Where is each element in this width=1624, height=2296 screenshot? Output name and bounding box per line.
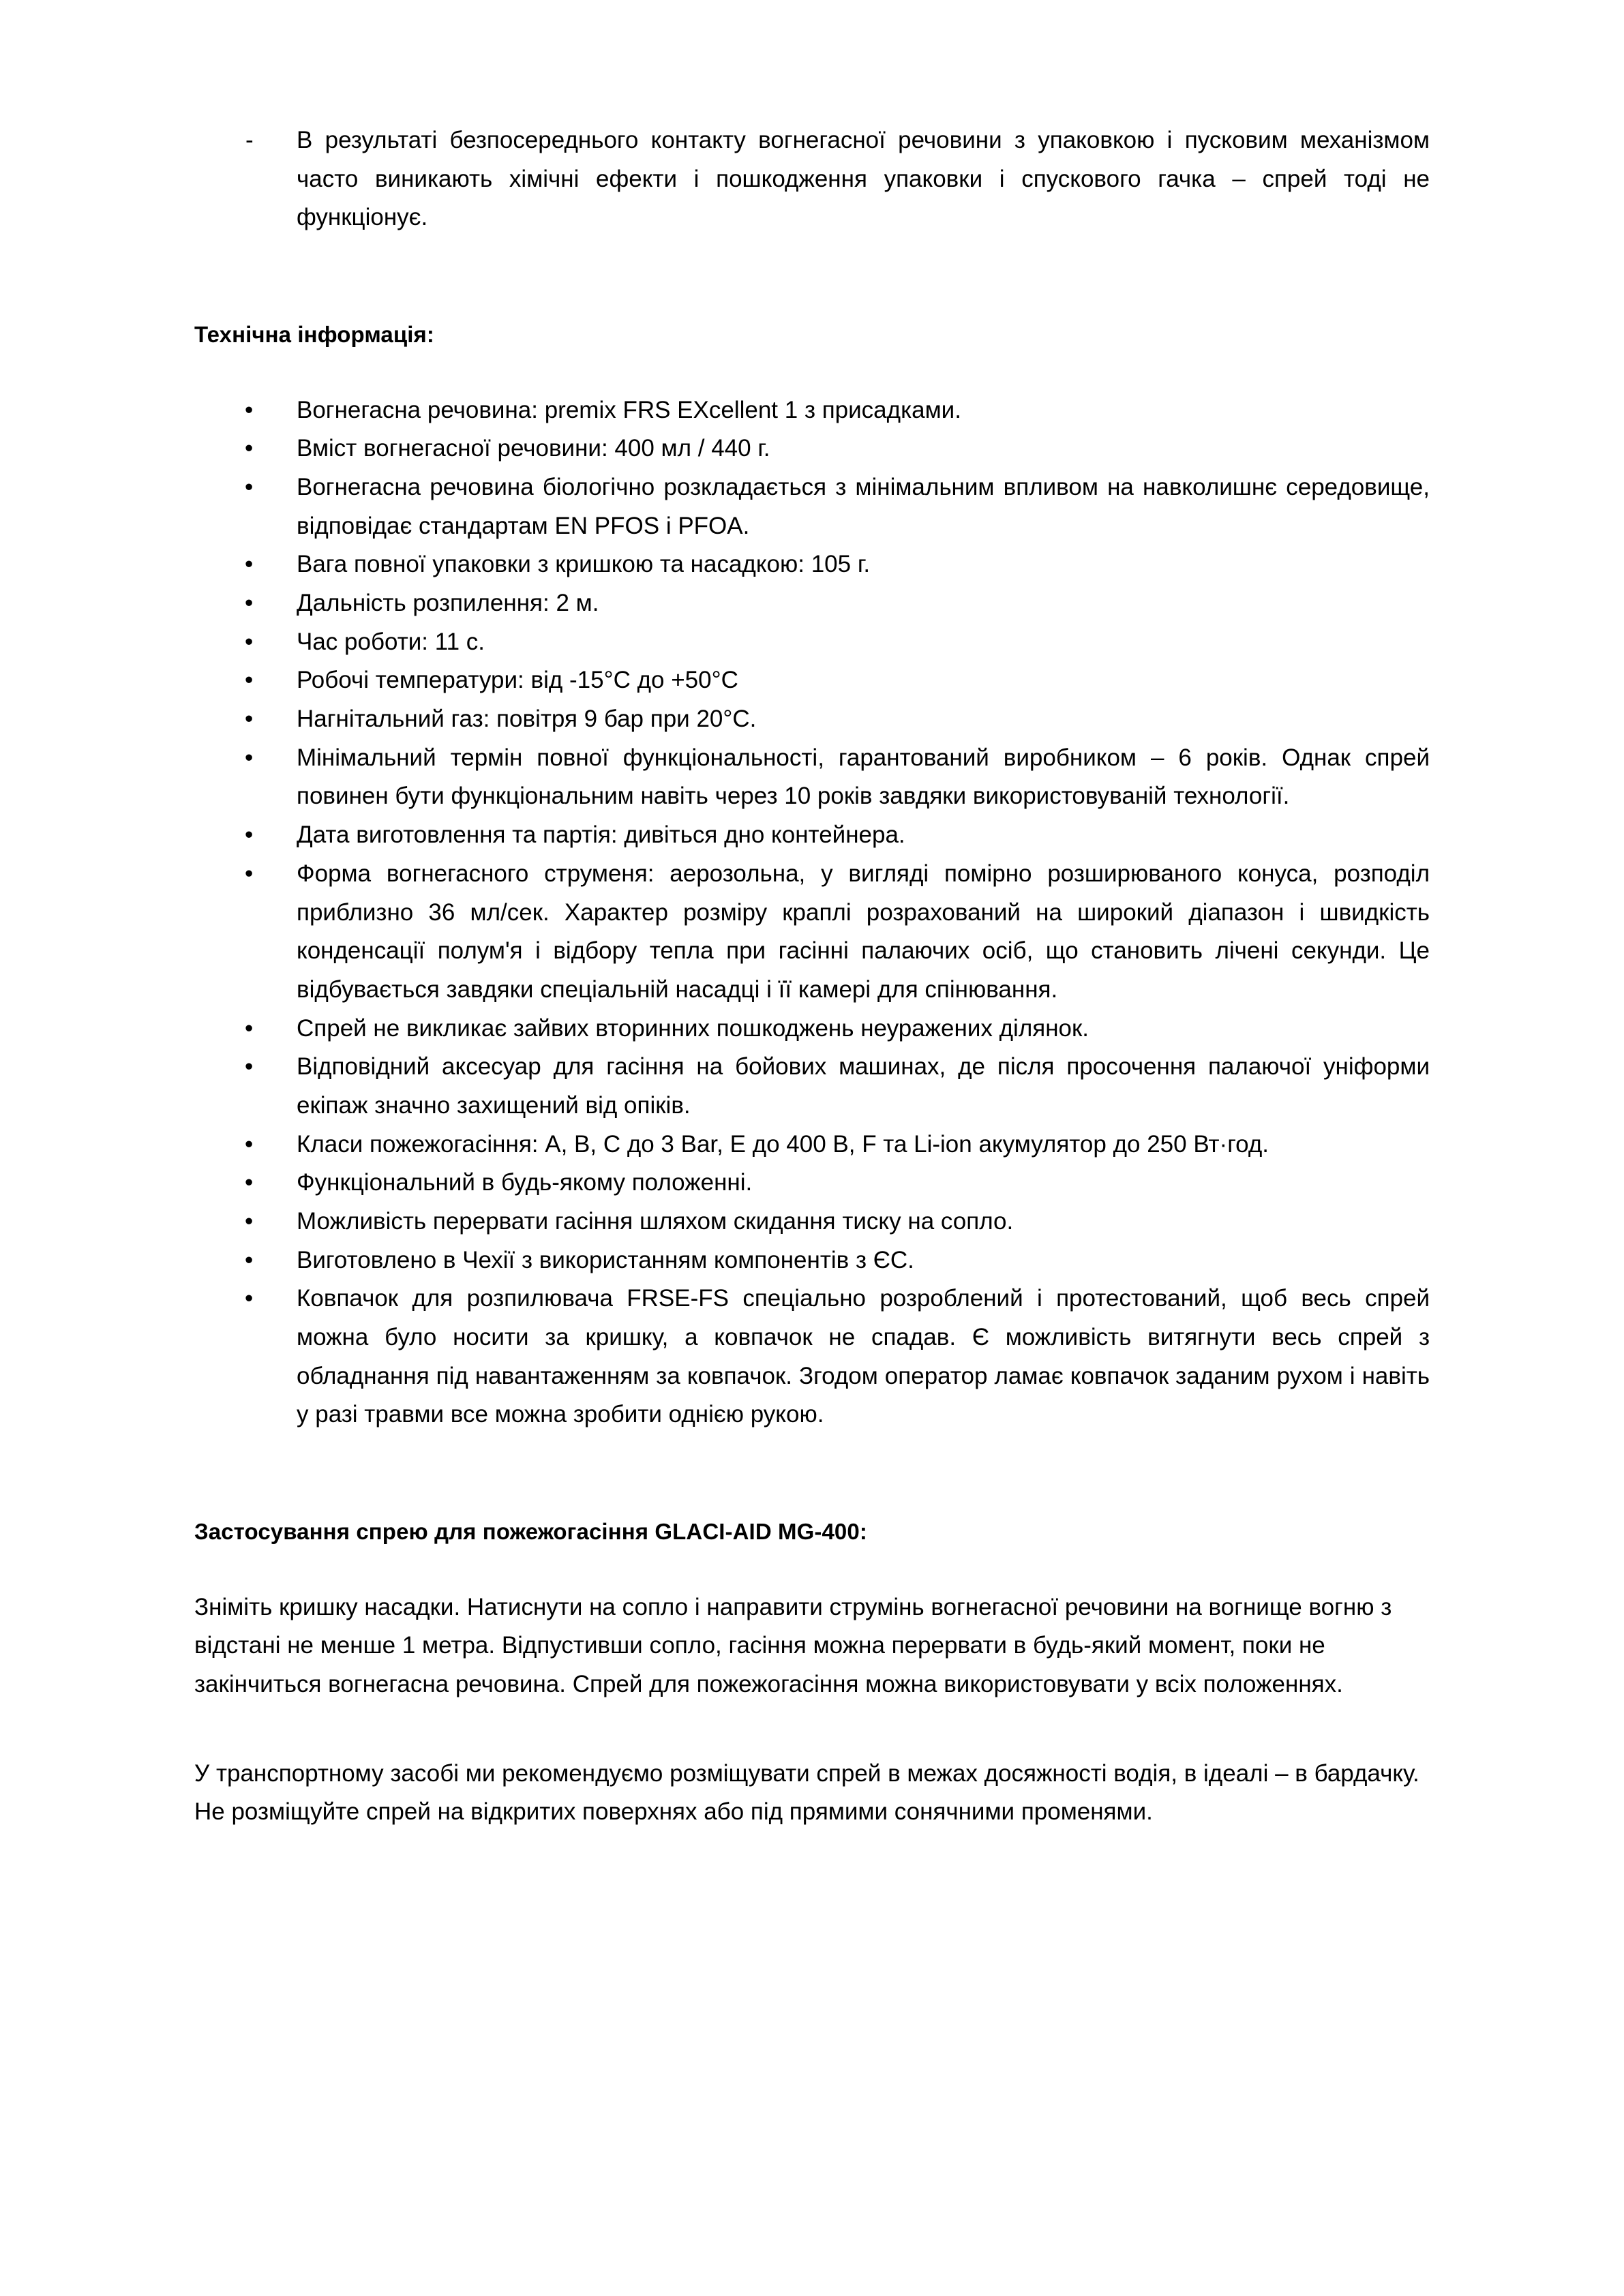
list-item-text: Виготовлено в Чехії з використанням компонентів з ЄС. (297, 1246, 914, 1273)
list-item (194, 661, 1430, 700)
list-item (194, 1203, 1430, 1241)
list-item (194, 1010, 1430, 1048)
list-item-text: Відповідний аксесуар для гасіння на бойових машинах, де після просочення палаючої уніформи екіпаж значно захищений від опіків. (297, 1053, 1430, 1119)
list-item (194, 1241, 1430, 1280)
list-item (194, 545, 1430, 584)
usage-paragraph-2: У транспортному засобі ми рекомендуємо розміщувати спрей в межах досяжності водія, в ідеалі – в бардачку. Не розміщуйте спрей на відкритих поверхнях або під прямими сонячними променями. (194, 1759, 1419, 1826)
list-item-text: Класи пожежогасіння: A, B, C до 3 Bar, E до 400 B, F та Li-ion акумулятор до 250 Вт·год. (297, 1130, 1269, 1158)
list-item (194, 1164, 1430, 1203)
list-item (194, 855, 1430, 1010)
list-item (194, 468, 1430, 545)
list-item (194, 1048, 1430, 1125)
list-item (194, 816, 1430, 855)
usage-paragraph-1: Зніміть кришку насадки. Натиснути на сопло і направити струмінь вогнегасної речовини на вогнище вогню з відстані не менше 1 метра. Відпустивши сопло, гасіння можна перервати в будь-який момент, поки не закінчиться вогнегасна речовина. Спрей для пожежогасіння можна використовувати у всіх положеннях. (194, 1593, 1392, 1697)
list-item-text: Час роботи: 11 с. (297, 628, 485, 655)
spacer (194, 237, 1430, 318)
bullet-marker: • (245, 628, 254, 655)
list-item-text: Функціональний в будь-якому положенні. (297, 1169, 753, 1196)
tech-info-heading: Технічна інформація: (194, 322, 434, 348)
spacer (194, 1549, 1430, 1588)
tech-info-list (194, 391, 1430, 1435)
bullet-marker: • (245, 1130, 254, 1158)
bullet-marker: • (245, 590, 254, 616)
bullet-marker: • (245, 1285, 254, 1312)
list-item-text: Форма вогнегасного струменя: аерозольна, у вигляді помірно розширюваного конуса, розподіл приблизно 36 мл/сек. Характер розміру краплі розрахований на широкий діапазон і швидкість конденсації полум'я і відбору тепла при гасінні палаючих осіб, що становить лічені секунди. Це відбувається завдяки спеціальній насадці і її камері для спінювання. (297, 860, 1430, 1003)
list-item-text: Дальність розпилення: 2 м. (297, 590, 599, 616)
bullet-marker: • (245, 435, 254, 462)
list-item-text: Вогнегасна речовина: premix FRS EXcellent 1 з присадками. (297, 396, 961, 423)
list-item-text: Робочі температури: від -15°C до +50°C (297, 667, 738, 694)
list-item-text: Дата виготовлення та партія: дивіться дно контейнера. (297, 821, 905, 849)
list-item-text: Спрей не викликає зайвих вторинних пошкоджень неуражених ділянок. (297, 1014, 1089, 1042)
list-item (194, 739, 1430, 816)
top-note-item (194, 121, 1430, 237)
bullet-marker: • (245, 667, 254, 694)
usage-heading: Застосування спрею для пожежогасіння GLACI-AID MG-400: (194, 1519, 867, 1545)
list-item (194, 700, 1430, 739)
list-item (194, 391, 1430, 430)
list-item-text: Вага повної упаковки з кришкою та насадкою: 105 г. (297, 551, 871, 578)
list-item (194, 584, 1430, 623)
spacer (194, 1434, 1430, 1515)
bullet-marker: • (245, 1169, 254, 1196)
page-content (194, 121, 1430, 1832)
list-item-text: Можливість перервати гасіння шляхом скидання тиску на сопло. (297, 1208, 1014, 1235)
bullet-marker: • (245, 396, 254, 423)
top-note-text: В результаті безпосереднього контакту вогнегасної речовини з упаковкою і пусковим механізмом часто виникають хімічні ефекти і пошкодження упаковки і спускового гачка – спрей тоді не функціонує. (297, 127, 1430, 231)
spacer (194, 352, 1430, 391)
list-item-text: Вогнегасна речовина біологічно розкладається з мінімальним впливом на навколишнє середовище, відповідає стандартам EN PFOS і PFOA. (297, 473, 1430, 539)
list-item (194, 623, 1430, 662)
list-item-text: Нагнітальний газ: повітря 9 бар при 20°C. (297, 706, 757, 733)
list-item (194, 1280, 1430, 1434)
spacer (194, 1704, 1430, 1755)
bullet-marker: • (245, 551, 254, 578)
list-item-text: Мінімальний термін повної функціональності, гарантований виробником – 6 років. Однак спрей повинен бути функціональним навіть через 10 років завдяки використовуваній технології. (297, 744, 1430, 810)
bullet-marker: • (245, 821, 254, 849)
bullet-marker: • (245, 706, 254, 733)
list-item (194, 1126, 1430, 1164)
bullet-marker: • (245, 860, 254, 887)
top-note-list (194, 121, 1430, 237)
bullet-marker: • (245, 1246, 254, 1273)
dash-marker: - (245, 127, 254, 153)
bullet-marker: • (245, 1053, 254, 1081)
list-item-text: Ковпачок для розпилювача FRSE-FS спеціально розроблений і протестований, щоб весь спрей можна було носити за кришку, а ковпачок не спадав. Є можливість витягнути весь спрей з обладнання під навантаженням за ковпачок. Згодом оператор ламає ковпачок заданим рухом і навіть у разі травми все можна зробити однією рукою. (297, 1285, 1430, 1428)
list-item-text: Вміст вогнегасної речовини: 400 мл / 440 г. (297, 435, 770, 462)
bullet-marker: • (245, 1208, 254, 1235)
list-item (194, 429, 1430, 468)
bullet-marker: • (245, 744, 254, 771)
bullet-marker: • (245, 1014, 254, 1042)
bullet-marker: • (245, 473, 254, 500)
